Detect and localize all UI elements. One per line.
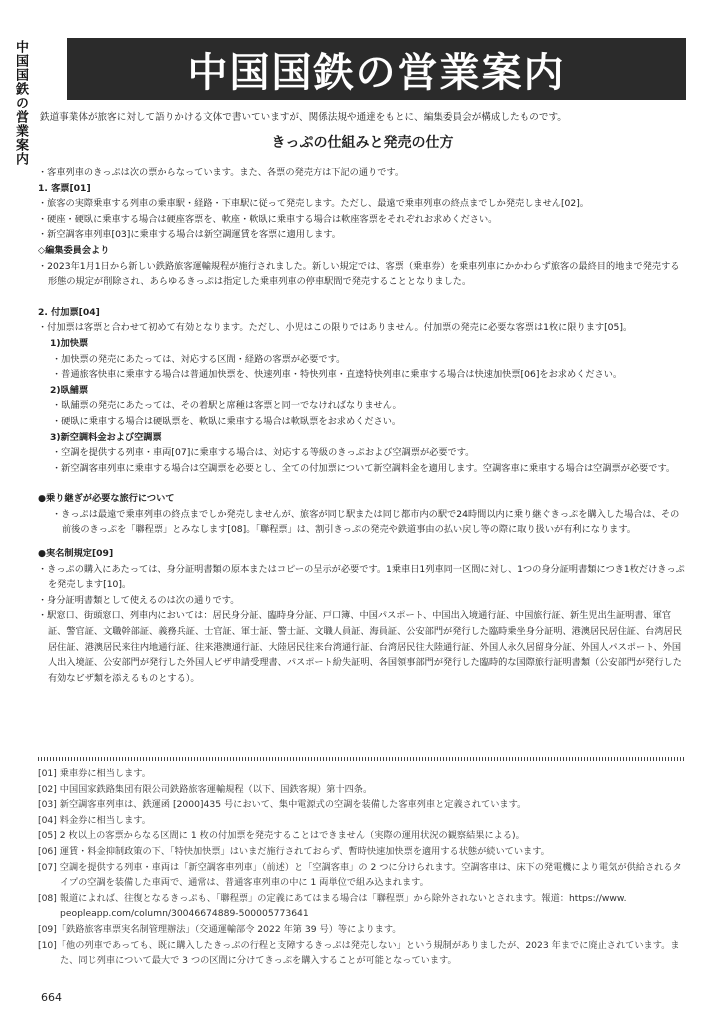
- footnote: [01] 乗車券に相当します。: [38, 768, 151, 779]
- section-heading: 1)加快票: [50, 337, 89, 349]
- page-title-banner: 中国国鉄の営業案内: [67, 38, 686, 100]
- section-heading: 1. 客票[01]: [38, 182, 91, 194]
- body-line: ・硬座・硬臥に乗車する場合は硬座客票を、軟座・軟臥に乗車する場合は軟座客票をそれぞれお求めください。: [38, 213, 498, 225]
- section-heading: 3)新空調料金および空調票: [50, 431, 162, 443]
- side-section-title: 中国国鉄の営業案内: [13, 40, 28, 166]
- footnote: [04] 料金券に相当します。: [38, 814, 151, 826]
- footnote: [07] 空調を提供する列車・車両は「新空調客車列車」（前述）と「空調客車」の 2 つに分けられます。空調客車は、床下の発電機により電気が供給されるタイプの空調を装備した車両で、通常は、普通客車列車の中に 1 両単位で組み込まれます。: [38, 861, 682, 889]
- footnote: [08] 報道によれば、往復となるきっぷも、「聯程票」の定義にあてはまる場合は「聯程票」から除外されないとされます。報道：https://www. peopleapp.com/column/30046674889-500005773641: [38, 892, 627, 920]
- body-line: ・2023年1月1日から新しい鉄路旅客運輸規程が施行されました。新しい規定では、客票（乗車券）を乗車列車にかかわらず旅客の最終目的地まで発売する形態の規定が削除され、あらゆるきっぷは指定した乗車列車の停車駅間で発売することとなりました。: [38, 260, 680, 288]
- footnote: [05] 2 枚以上の客票からなる区間に 1 枚の付加票を発売することはできません（実際の運用状況の観察結果による)。: [38, 830, 525, 842]
- section-heading: 2. 付加票[04]: [38, 306, 100, 318]
- spacer: [38, 476, 688, 491]
- page-number: 664: [41, 991, 62, 1004]
- body-line: ・普通旅客快車に乗車する場合は普通加快票を、快速列車・特快列車・直達特快列車に乗車する場合は快速加快票[06]をお求めください。: [52, 369, 623, 381]
- spacer: [38, 538, 688, 546]
- body-line: ・硬臥に乗車する場合は硬臥票を、軟臥に乗車する場合は軟臥票をお求めください。: [52, 415, 402, 427]
- section-heading: ●乗り継ぎが必要な旅行について: [38, 493, 175, 505]
- body-line: ・新空調客車列車に乗車する場合は空調票を必要とし、全ての付加票について新空調料金を適用します。空調客車に乗車する場合は空調票が必要です。: [52, 462, 676, 474]
- body-content: [38, 165, 688, 686]
- body-line: ・きっぷの購入にあたっては、身分証明書類の原本またはコピーの呈示が必要です。1乗車日1列車同一区間に対し、1つの身分証明書類につき1枚だけきっぷを発売します[10]。: [38, 563, 685, 591]
- spacer: [38, 290, 688, 305]
- footnote: [02] 中国国家鉄路集団有限公司鉄路旅客運輸規程（以下、国鉄客規）第十四条。: [38, 783, 373, 795]
- section-heading: 2)臥舗票: [50, 384, 89, 396]
- body-line: ・駅窓口、街頭窓口、列車内においては：居民身分証、臨時身分証、戸口簿、中国パスポート、中国出入境通行証、中国旅行証、新生児出生証明書、軍官証、警官証、文職幹部証、義務兵証、士官証、軍士証、警士証、文職人員証、海員証、公安部門が発行した臨時乗坐身分証明、港澳居民居住証、台湾居民居住証、港澳居民来往内地通行証、往来港澳通行証、大陸居民往来台湾通行証、台湾居民往大陸通行証、外国人永久居留身分証、外国人パスポート、外国人出入境証、公安部門が発行した外国人ビザ申請受理書、パスポート紛失証明、各国領事部門が発行した臨時的な国際旅行証明書類（公安部門が発行した有効なビザ類を添えるものとする）。: [38, 610, 682, 684]
- body-line: ・客車列車のきっぷは次の票からなっています。また、各票の発売方は下記の通りです。: [38, 167, 405, 178]
- body-line: ・臥舗票の発売にあたっては、その着駅と席種は客票と同一でなければなりません。: [52, 400, 402, 412]
- footnote: [10]「他の列車であっても、既に購入したきっぷの行程と支障するきっぷは発売しない」という規制がありましたが、2023 年までに廃止されています。また、同じ列車について最大で 3 つの区間に分けてきっぷを購入することが可能となっています。: [38, 939, 680, 967]
- body-line: ・身分証明書類として使えるのは次の通りです。: [38, 594, 240, 606]
- section-heading: ●実名制規定[09]: [38, 548, 114, 560]
- footnote-divider: [38, 757, 686, 761]
- section-heading: ◇編集委員会より: [38, 244, 110, 256]
- body-line: ・旅客の実際乗車する列車の乗車駅・経路・下車駅に従って発売します。ただし、最遠で乗車列車の終点までしか発売しません[02]。: [38, 198, 589, 210]
- intro-text: 鉄道事業体が旅客に対して語りかける文体で書いていますが、関係法規や通達をもとに、編集委員会が構成したものです。: [40, 112, 567, 123]
- body-line: ・付加票は客票と合わせて初めて有効となります。ただし、小児はこの限りではありません。付加票の発売に必要な客票は1枚に限ります[05]。: [38, 322, 633, 334]
- body-line: ・新空調客車列車[03]に乗車する場合は新空調運賃を客票に適用します。: [38, 229, 341, 241]
- body-line: ・加快票の発売にあたっては、対応する区間・経路の客票が必要です。: [52, 353, 346, 365]
- body-line: ・空調を提供する列車・車両[07]に乗車する場合は、対応する等級のきっぷおよび空調票が必要です。: [52, 447, 475, 459]
- footnote: [03] 新空調客車列車は、鉄運函 [2000]435 号において、集中電源式の空調を装備した客車列車と定義されています。: [38, 799, 527, 811]
- footnote: [09]「鉄路旅客車票実名制管理辦法」（交通運輸部令 2022 年第 39 号）等によります。: [38, 923, 402, 935]
- body-line: ・きっぷは最遠で乗車列車の終点までしか発売しませんが、旅客が同じ駅または同じ都市内の駅で24時間以内に乗り継ぐきっぷを購入した場合は、その前後のきっぷを「聯程票」とみなします[08]。「聯程票」は、割引きっぷの発売や鉄道事由の払い戻し等の際に取り扱いが有利になります。: [52, 508, 680, 536]
- section-subtitle: きっぷの仕組みと発売の仕方: [271, 135, 454, 151]
- footnotes: [38, 766, 688, 969]
- footnote: [06] 運賃・料金抑制政策の下、「特快加快票」はいまだ施行されておらず、暫時快速加快票を適用する状態が続いています。: [38, 845, 550, 857]
